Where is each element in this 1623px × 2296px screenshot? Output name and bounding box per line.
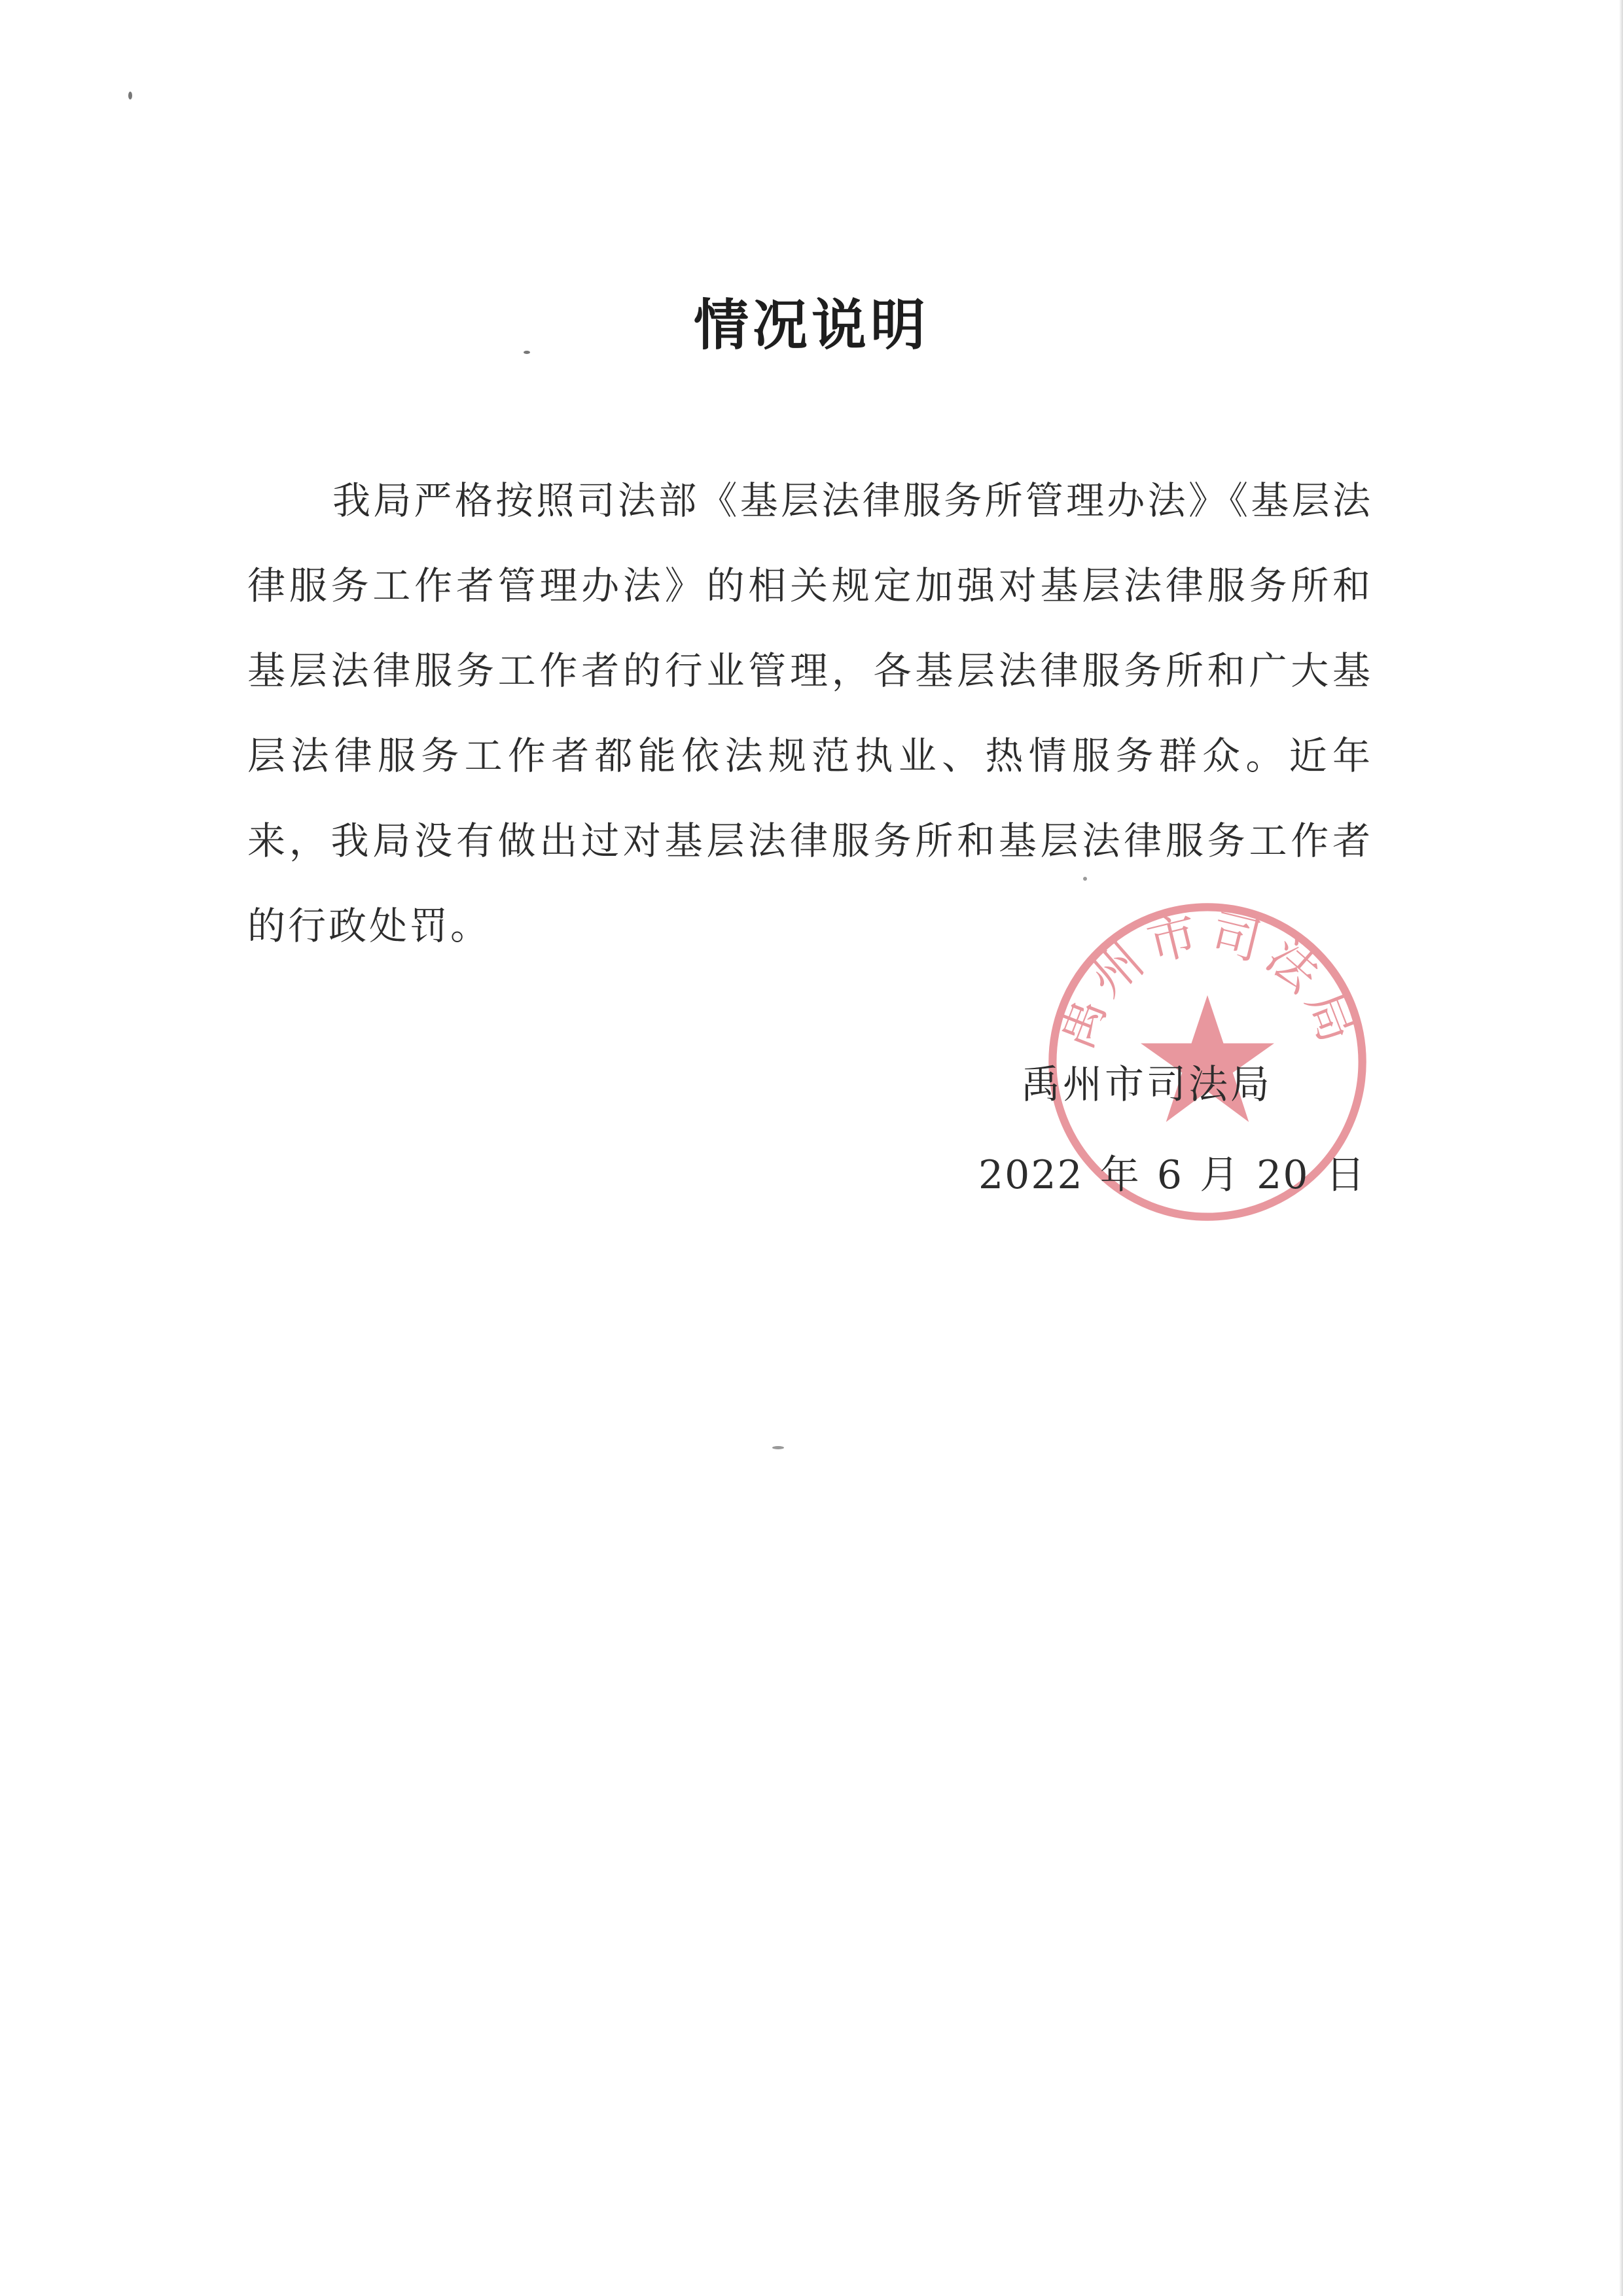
seal-text: 禹州市司法局	[1045, 903, 1370, 1057]
signature-date: 2022 年 6 月 20 日	[978, 1152, 1366, 1198]
document-title: 情况说明	[693, 293, 929, 357]
scan-speck	[128, 92, 132, 99]
scan-speck	[772, 1446, 784, 1449]
document-body: 我局严格按照司法部《基层法律服务所管理办法》《基层法律服务工作者管理办法》的相关规定加强对基层法律服务所和基层法律服务工作者的行业管理，各基层法律服务所和广大基层法律服务工作者都能依法规范执业、热情服务群众。近年来，我局没有做出过对基层法律服务所和基层法律服务工作者的行政处罚。	[247, 478, 1373, 948]
signature-organization: 禹州市司法局	[1021, 1062, 1272, 1108]
